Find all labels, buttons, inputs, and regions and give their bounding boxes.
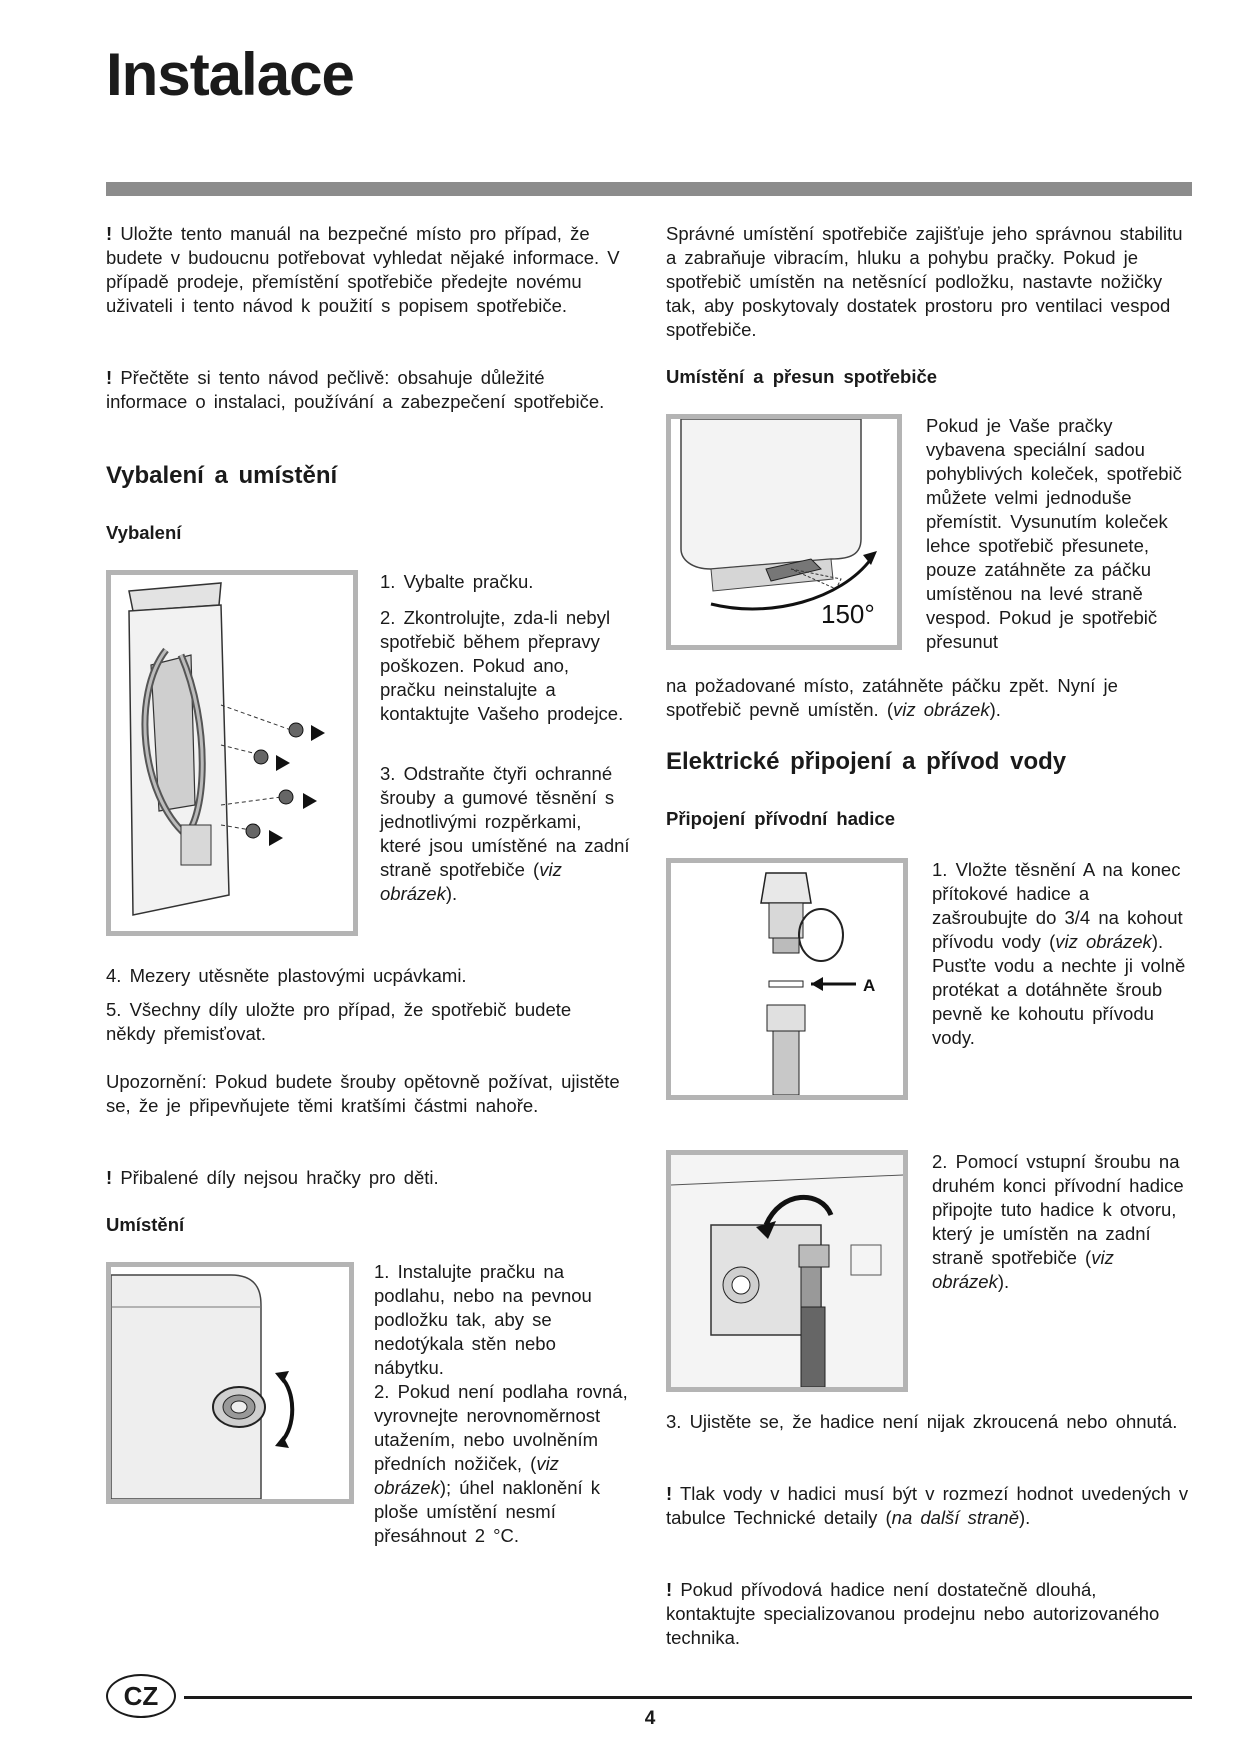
hose-step-2-close: ). <box>997 1271 1010 1292</box>
warning-hose-length <box>666 1578 1192 1650</box>
seal-label: A <box>863 976 876 995</box>
warning-keep-manual <box>106 222 626 318</box>
hose-step-3: 3. Ujistěte se, že hadice není nijak zkroucená nebo ohnutá. <box>666 1411 1178 1432</box>
move-text-cont <box>666 674 1192 722</box>
figure-reference: viz obrázek <box>893 699 990 720</box>
figure-reference: viz obrázek <box>374 1453 559 1498</box>
figure-foot-adjust <box>106 1262 354 1504</box>
warning-hose-length-text: Pokud přívodová hadice není dostatečně dlouhá, kontaktujte specializovanou prodejnu nebo autorizovaného technika. <box>666 1579 1160 1648</box>
page-number: 4 <box>644 1708 656 1729</box>
section-heading-connection: Elektrické připojení a přívod vody <box>666 748 1067 775</box>
unpack-step-3-text: 3. Odstraňte čtyři ochranné šrouby a gumové těsnění s jednotlivými rozpěrkami, které jsou umístěné na zadní straně spotřebiče ( <box>380 763 630 880</box>
figure-tap-seal <box>666 858 908 1100</box>
unpack-step-3 <box>380 762 630 906</box>
warning-water-pressure <box>666 1482 1192 1530</box>
placement-step-2-text: 2. Pokud není podlaha rovná, vyrovnejte nerovnoměrnost utažením, nebo uvolněním předních nožiček, ( <box>374 1381 628 1474</box>
placement-intro: Správné umístění spotřebiče zajišťuje jeho správnou stabilitu a zabraňuje vibracím, hluku a pohybu pračky. Pokud je spotřebič umístěn na netěsnící podložku, nastavte nožičky tak, aby poskytovaly dostatek prostoru pro ventilaci vespod spotřebiče. <box>666 223 1183 340</box>
hose-step-2 <box>932 1150 1192 1294</box>
header-bar <box>106 182 1192 196</box>
warning-keep-manual-text: Uložte tento manuál na bezpečné místo pro případ, že budete v budoucnu potřebovat vyhledat nějaké informace. V případě prodeje, přemístění spotřebiče předejte novému uživateli i tento návod k použití s popisem spotřebiče. <box>106 223 620 316</box>
next-page-reference: na další straně <box>891 1507 1020 1528</box>
hose-step-2-text: 2. Pomocí vstupní šroubu na druhém konci přívodní hadice připojte tuto hadice k otvoru, který je umístěn na zadní straně spotřebiče ( <box>932 1151 1184 1268</box>
figure-reference: viz obrázek <box>1055 931 1152 952</box>
screws-note: Upozornění: Pokud budete šrouby opětovně požívat, ujistěte se, že je připevňujete těmi kratšími částmi nahoře. <box>106 1071 620 1116</box>
unpack-step-3-close: ). <box>445 883 458 904</box>
subheading-hose: Připojení přívodní hadice <box>666 808 896 829</box>
subheading-placement: Umístění <box>106 1214 185 1235</box>
warning-not-toys-text: Přibalené díly nejsou hračky pro děti. <box>120 1167 439 1188</box>
exclamation-mark: ! <box>106 367 113 388</box>
figure-wheels <box>666 414 902 650</box>
move-text-cont-text: na požadované místo, zatáhněte páčku zpět. Nyní je spotřebič pevně umístěn. ( <box>666 675 1118 720</box>
warning-read-carefully-text: Přečtěte si tento návod pečlivě: obsahuje důležité informace o instalaci, používání a zabezpečení spotřebiče. <box>106 367 605 412</box>
exclamation-mark: ! <box>666 1483 673 1504</box>
unpack-step-4: 4. Mezery utěsněte plastovými ucpávkami. <box>106 965 467 986</box>
language-badge: CZ <box>106 1674 176 1718</box>
pressure-text: Tlak vody v hadici musí být v rozmezí hodnot uvedených v tabulce Technické detaily ( <box>666 1483 1189 1528</box>
figure-reference: viz obrázek <box>932 1247 1114 1292</box>
hose-step-1 <box>932 858 1192 1050</box>
warning-not-toys <box>106 1166 626 1190</box>
rear-inlet-illustration <box>671 1155 903 1387</box>
subheading-move: Umístění a přesun spotřebiče <box>666 366 938 387</box>
move-text-cont-close: ). <box>989 699 1001 720</box>
figure-reference: viz obrázek <box>380 859 562 904</box>
placement-step-2-close: ); úhel naklonění k ploše umístění nesmí přesáhnout 2 °C. <box>374 1477 601 1546</box>
foot-adjust-illustration <box>111 1267 349 1499</box>
tap-seal-illustration <box>671 863 903 1095</box>
warning-read-carefully <box>106 366 626 414</box>
figure-rear-screws <box>106 570 358 936</box>
exclamation-mark: ! <box>106 223 113 244</box>
exclamation-mark: ! <box>666 1579 673 1600</box>
hose-step-1-close: ). Pusťte vodu a nechte ji volně protékat a dotáhněte šroub pevně ke kohoutu přívodu vody. <box>932 931 1186 1048</box>
exclamation-mark: ! <box>106 1167 113 1188</box>
pressure-close: ). <box>1019 1507 1031 1528</box>
figure-rear-inlet <box>666 1150 908 1392</box>
unpack-step-5: 5. Všechny díly uložte pro případ, že spotřebič budete někdy přemisťovat. <box>106 999 572 1044</box>
unpack-step-2: 2. Zkontrolujte, zda-li nebyl spotřebič během přepravy poškozen. Pokud ano, pračku neinstalujte a kontaktujte Vašeho prodejce. <box>380 607 624 724</box>
hose-step-1-text: 1. Vložte těsnění A na konec přítokové hadice a zašroubujte do 3/4 na kohout přívodu vody ( <box>932 859 1183 952</box>
placement-step-2 <box>374 1380 630 1548</box>
section-heading-unpack-place: Vybalení a umístění <box>106 462 338 489</box>
rear-screws-illustration <box>111 575 353 931</box>
unpack-step-1: 1. Vybalte pračku. <box>380 571 534 592</box>
placement-step-1: 1. Instalujte pračku na podlahu, nebo na pevnou podložku tak, aby se nedotýkala stěn nebo nábytku. <box>374 1261 592 1378</box>
footer-rule <box>184 1696 1192 1699</box>
subheading-unpack: Vybalení <box>106 522 182 543</box>
move-text: Pokud je Vaše pračky vybavena speciální sadou pohyblivých koleček, spotřebič můžete velmi jednoduše přemístit. Vysunutím koleček lehce spotřebič přesunete, pouze zatáhněte za páčku umístěnou na levé straně vespod. Pokud je spotřebič přesunut <box>926 415 1182 652</box>
wheels-illustration <box>671 419 897 645</box>
angle-label: 150° <box>821 599 875 629</box>
page-title: Instalace <box>106 41 354 108</box>
